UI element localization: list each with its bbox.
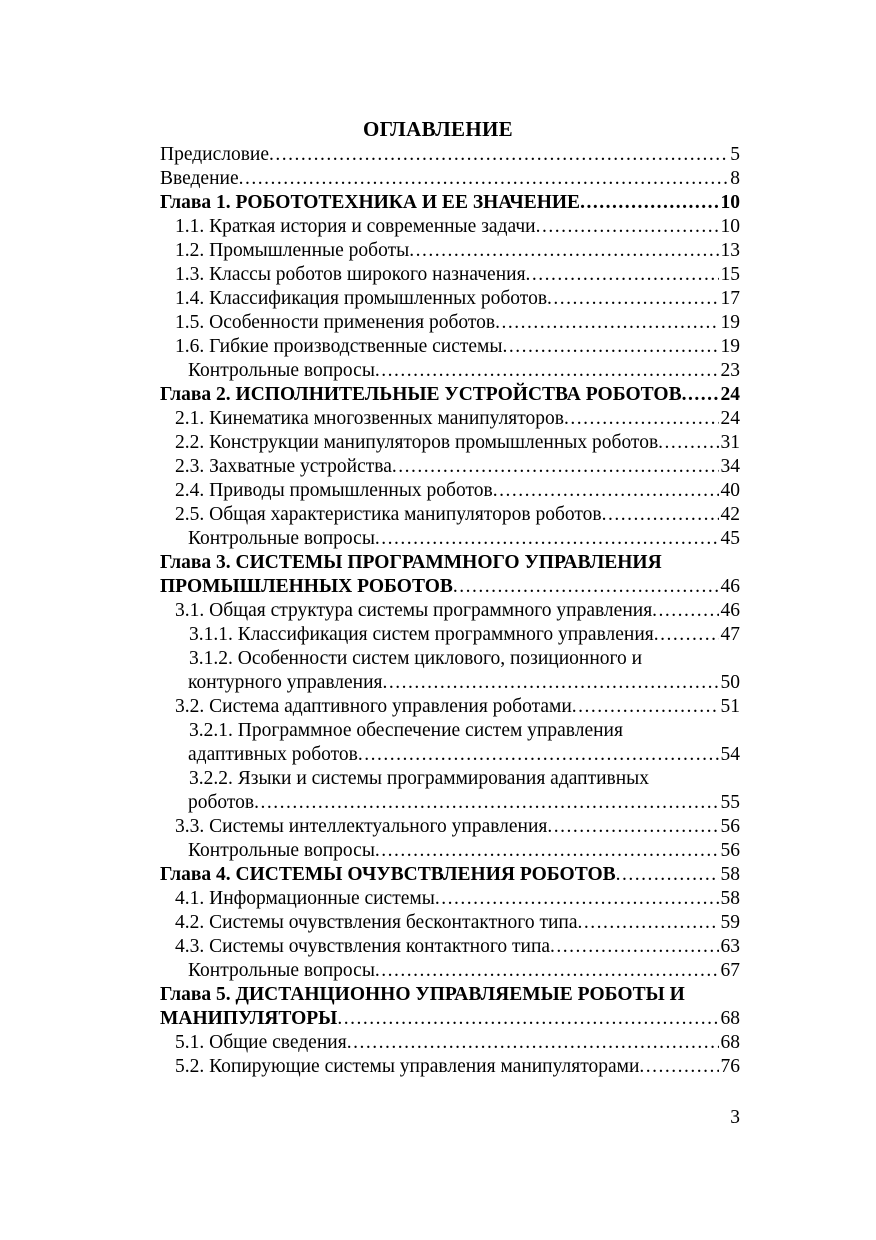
toc-section-4-2[interactable] <box>160 911 740 935</box>
toc-entry-page: 56 <box>720 816 740 837</box>
toc-section-4-3[interactable] <box>160 935 740 959</box>
toc-entry-page: 19 <box>720 312 740 333</box>
toc-entry-page: 45 <box>720 528 740 549</box>
leader-dots <box>375 527 719 551</box>
toc-entry-page: 54 <box>720 744 740 765</box>
toc-entry-text: 5.1. Общие сведения <box>175 1032 347 1053</box>
toc-entry-page: 31 <box>720 432 740 453</box>
toc-entry-text: Контрольные вопросы <box>188 528 375 549</box>
toc-entry-text: 1.4. Классификация промышленных роботов <box>175 288 548 309</box>
toc-entry-text: 3.3. Системы интеллектуального управления <box>175 816 548 837</box>
toc-entry-text: Контрольные вопросы <box>188 360 375 381</box>
toc-review-questions-2[interactable] <box>160 527 740 551</box>
toc-entry-text: 3.1. Общая структура системы программного управления <box>175 600 653 621</box>
toc-entry-page: 68 <box>720 1008 740 1029</box>
toc-chapter-5[interactable] <box>160 983 740 1007</box>
leader-dots <box>616 863 719 887</box>
leader-dots <box>383 671 719 695</box>
toc-entry-text: 3.1.1. Классификация систем программного управления <box>189 624 654 645</box>
leader-dots <box>493 479 719 503</box>
toc-entry-text: 3.2.1. Программное обеспечение систем управления <box>189 720 623 741</box>
leader-dots <box>453 575 719 599</box>
toc-entry-page: 8 <box>730 168 740 189</box>
leader-dots <box>658 431 718 455</box>
leader-dots <box>269 143 728 167</box>
leader-dots <box>580 191 718 215</box>
toc-entry-text: 4.1. Информационные системы <box>175 888 435 909</box>
toc-chapter-5-continued[interactable] <box>160 1007 740 1031</box>
leader-dots <box>526 263 719 287</box>
toc-review-questions-3[interactable] <box>160 839 740 863</box>
toc-section-1-1[interactable] <box>160 215 740 239</box>
leader-dots <box>347 1031 719 1055</box>
leader-dots <box>409 239 718 263</box>
toc-entry-text: 1.6. Гибкие производственные системы <box>175 336 503 357</box>
toc-entry-page: 56 <box>720 840 740 861</box>
toc-subsection-3-2-2[interactable] <box>160 767 740 791</box>
leader-dots <box>375 359 719 383</box>
leader-dots <box>547 287 718 311</box>
toc-entry-page: 40 <box>720 480 740 501</box>
leader-dots <box>337 1007 718 1031</box>
toc-entry-text: 2.1. Кинематика многозвенных манипуляторов <box>175 408 565 429</box>
toc-subsection-3-2-1[interactable] <box>160 719 740 743</box>
leader-dots <box>503 335 719 359</box>
toc-entry-text: 4.3. Системы очувствления контактного типа <box>175 936 551 957</box>
toc-entry-text: Глава 1. РОБОТОТЕХНИКА И ЕЕ ЗНАЧЕНИЕ <box>160 192 581 213</box>
toc-section-2-4[interactable] <box>160 479 740 503</box>
toc-section-2-5[interactable] <box>160 503 740 527</box>
toc-subsection-3-1-1[interactable] <box>160 623 740 647</box>
toc-entry-page: 59 <box>720 912 740 933</box>
toc-entry-page: 24 <box>720 384 740 405</box>
toc-section-3-2[interactable] <box>160 695 740 719</box>
toc-entry-text: 2.2. Конструкции манипуляторов промышленных роботов <box>175 432 659 453</box>
toc-section-5-1[interactable] <box>160 1031 740 1055</box>
leader-dots <box>654 623 719 647</box>
toc-chapter-4[interactable] <box>160 863 740 887</box>
toc-entry-page: 46 <box>720 600 740 621</box>
toc-entry-text: Предисловие <box>160 144 270 165</box>
toc-section-2-2[interactable] <box>160 431 740 455</box>
toc-review-questions-1[interactable] <box>160 359 740 383</box>
toc-entry-text: 5.2. Копирующие системы управления манипуляторами <box>175 1056 640 1077</box>
toc-entry-text: 1.5. Особенности применения роботов <box>175 312 496 333</box>
toc-entry-page: 5 <box>730 144 740 165</box>
leader-dots <box>547 815 718 839</box>
toc-entry-text: 1.2. Промышленные роботы <box>175 240 410 261</box>
toc-entry-page: 15 <box>720 264 740 285</box>
toc-entry-text: 1.1. Краткая история и современные задачи <box>175 216 536 237</box>
page-number: 3 <box>730 1107 740 1128</box>
toc-entry-page: 24 <box>720 408 740 429</box>
leader-dots <box>375 839 719 863</box>
toc-entry-page: 10 <box>720 216 740 237</box>
leader-dots <box>435 887 719 911</box>
toc-entry-text: контурного управления <box>188 672 383 693</box>
toc-chapter-1[interactable] <box>160 191 740 215</box>
toc-entry-text: 1.3. Классы роботов широкого назначения <box>175 264 526 285</box>
table-of-contents <box>160 143 740 1079</box>
toc-entry-text: Глава 3. СИСТЕМЫ ПРОГРАММНОГО УПРАВЛЕНИЯ <box>160 552 662 573</box>
leader-dots <box>495 311 718 335</box>
toc-entry-text: Глава 4. СИСТЕМЫ ОЧУВСТВЛЕНИЯ РОБОТОВ <box>160 864 616 885</box>
toc-entry-preface[interactable] <box>160 143 740 167</box>
leader-dots <box>682 383 719 407</box>
toc-entry-text: Введение <box>160 168 239 189</box>
leader-dots <box>358 743 719 767</box>
leader-dots <box>602 503 719 527</box>
toc-entry-page: 51 <box>720 696 740 717</box>
toc-entry-page: 58 <box>720 864 740 885</box>
toc-entry-page: 34 <box>720 456 740 477</box>
leader-dots <box>564 407 718 431</box>
toc-title: ОГЛАВЛЕНИЕ <box>363 117 513 141</box>
toc-subsection-3-2-1-continued[interactable] <box>160 743 740 767</box>
toc-entry-text: Контрольные вопросы <box>188 840 375 861</box>
toc-entry-page: 47 <box>720 624 740 645</box>
toc-entry-page: 58 <box>720 888 740 909</box>
toc-entry-text: Глава 2. ИСПОЛНИТЕЛЬНЫЕ УСТРОЙСТВА РОБОТОВ <box>160 384 682 405</box>
toc-section-3-3[interactable] <box>160 815 740 839</box>
leader-dots <box>254 791 718 815</box>
toc-chapter-3[interactable] <box>160 551 740 575</box>
toc-entry-text: Контрольные вопросы <box>188 960 375 981</box>
leader-dots <box>375 959 719 983</box>
leader-dots <box>550 935 718 959</box>
toc-entry-text: 4.2. Системы очувствления бесконтактного типа <box>175 912 578 933</box>
toc-section-1-2[interactable] <box>160 239 740 263</box>
toc-entry-text: роботов <box>188 792 255 813</box>
toc-subsection-3-1-2[interactable] <box>160 647 740 671</box>
toc-subsection-3-1-2-continued[interactable] <box>160 671 740 695</box>
toc-entry-page: 19 <box>720 336 740 357</box>
leader-dots <box>572 695 719 719</box>
toc-section-4-1[interactable] <box>160 887 740 911</box>
toc-entry-page: 68 <box>720 1032 740 1053</box>
toc-section-2-1[interactable] <box>160 407 740 431</box>
toc-section-5-2[interactable] <box>160 1055 740 1079</box>
toc-entry-text: 2.3. Захватные устройства <box>175 456 392 477</box>
leader-dots <box>536 215 719 239</box>
toc-entry-page: 76 <box>720 1056 740 1077</box>
toc-entry-text: 3.1.2. Особенности систем циклового, позиционного и <box>189 648 643 669</box>
toc-section-1-5[interactable] <box>160 311 740 335</box>
toc-entry-text: МАНИПУЛЯТОРЫ <box>160 1008 338 1029</box>
leader-dots <box>239 167 729 191</box>
toc-section-1-6[interactable] <box>160 335 740 359</box>
toc-entry-text: 2.5. Общая характеристика манипуляторов роботов <box>175 504 602 525</box>
toc-entry-page: 55 <box>720 792 740 813</box>
toc-section-1-3[interactable] <box>160 263 740 287</box>
toc-review-questions-4[interactable] <box>160 959 740 983</box>
toc-entry-introduction[interactable] <box>160 167 740 191</box>
leader-dots <box>639 1055 718 1079</box>
toc-entry-text: ПРОМЫШЛЕННЫХ РОБОТОВ <box>160 576 453 597</box>
toc-subsection-3-2-2-continued[interactable] <box>160 791 740 815</box>
toc-section-3-1[interactable] <box>160 599 740 623</box>
toc-entry-page: 42 <box>720 504 740 525</box>
toc-entry-page: 46 <box>720 576 740 597</box>
toc-entry-page: 10 <box>720 192 740 213</box>
toc-entry-text: 3.2. Система адаптивного управления роботами <box>175 696 572 717</box>
toc-entry-page: 13 <box>720 240 740 261</box>
toc-entry-text: адаптивных роботов <box>188 744 358 765</box>
toc-entry-page: 23 <box>720 360 740 381</box>
leader-dots <box>392 455 719 479</box>
toc-section-2-3[interactable] <box>160 455 740 479</box>
leader-dots <box>652 599 718 623</box>
toc-entry-page: 67 <box>720 960 740 981</box>
toc-chapter-3-continued[interactable] <box>160 575 740 599</box>
leader-dots <box>578 911 719 935</box>
toc-chapter-2[interactable] <box>160 383 740 407</box>
toc-entry-page: 50 <box>720 672 740 693</box>
toc-entry-text: 2.4. Приводы промышленных роботов <box>175 480 493 501</box>
toc-entry-page: 63 <box>720 936 740 957</box>
toc-entry-text: Глава 5. ДИСТАНЦИОННО УПРАВЛЯЕМЫЕ РОБОТЫ И <box>160 984 685 1005</box>
toc-section-1-4[interactable] <box>160 287 740 311</box>
toc-entry-text: 3.2.2. Языки и системы программирования адаптивных <box>189 768 650 789</box>
toc-entry-page: 17 <box>720 288 740 309</box>
